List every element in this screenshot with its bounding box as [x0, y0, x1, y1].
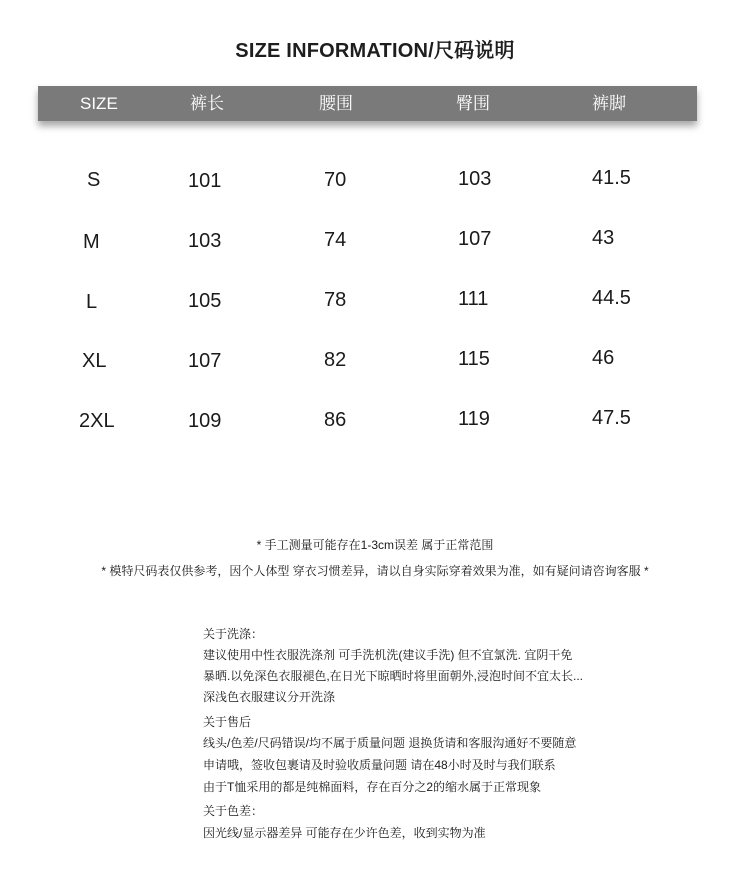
- cell-size: 2XL: [79, 410, 115, 432]
- cell-waist: 86: [324, 409, 347, 431]
- page-title: SIZE INFORMATION/尺码说明: [235, 40, 515, 62]
- cell-size: S: [87, 169, 101, 191]
- cell-leg-opening: 41.5: [592, 167, 631, 189]
- wash-line: 深浅色衣服建议分开洗涤: [203, 690, 336, 704]
- cell-hip: 119: [458, 408, 490, 430]
- cell-leg-opening: 46: [592, 347, 615, 369]
- aftersale-line: 由于T恤采用的都是纯棉面料，存在百分之2的缩水属于正常现象: [203, 780, 542, 794]
- aftersale-title: 关于售后: [203, 715, 252, 729]
- cell-pants-length: 105: [188, 290, 222, 312]
- cell-leg-opening: 44.5: [592, 287, 631, 309]
- wash-line: 暴晒.以免深色衣服褪色,在日光下晾晒时将里面朝外,浸泡时间不宜太长...: [203, 669, 584, 683]
- measurement-note: * 手工测量可能存在1-3cm误差 属于正常范围: [256, 538, 494, 552]
- cell-leg-opening: 47.5: [592, 407, 631, 429]
- cell-size: L: [86, 291, 98, 313]
- cell-hip: 103: [458, 168, 492, 190]
- cell-size: XL: [82, 350, 107, 372]
- cell-pants-length: 107: [188, 350, 222, 372]
- cell-waist: 82: [324, 349, 347, 371]
- header-size: SIZE: [80, 94, 118, 113]
- cell-leg-opening: 43: [592, 227, 615, 249]
- wash-title: 关于洗涤：: [203, 627, 264, 641]
- header-pants-length: 裤长: [190, 94, 224, 113]
- header-waist: 腰围: [319, 94, 353, 113]
- color-line: 因光线/显示器差异 可能存在少许色差，收到实物为准: [203, 826, 486, 840]
- cell-hip: 115: [458, 348, 490, 370]
- aftersale-line: 申请哦，签收包裹请及时验收质量问题 请在48小时及时与我们联系: [203, 758, 556, 772]
- aftersale-line: 线头/色差/尺码错误/均不属于质量问题 退换货请和客服沟通好不要随意: [203, 736, 577, 750]
- model-size-note: * 模特尺码表仅供参考，因个人体型 穿衣习惯差异，请以自身实际穿着效果为准，如有疑问请咨询客服 *: [101, 564, 649, 578]
- header-hip: 臀围: [456, 94, 490, 113]
- cell-waist: 74: [324, 229, 347, 251]
- cell-hip: 111: [458, 288, 489, 310]
- cell-size: M: [83, 231, 100, 253]
- cell-waist: 78: [324, 289, 347, 311]
- size-table-header: [38, 86, 697, 121]
- cell-pants-length: 103: [188, 230, 222, 252]
- color-title: 关于色差：: [203, 804, 264, 818]
- cell-pants-length: 101: [188, 170, 222, 192]
- header-leg-opening: 裤脚: [592, 94, 626, 113]
- cell-hip: 107: [458, 228, 492, 250]
- cell-waist: 70: [324, 169, 347, 191]
- wash-line: 建议使用中性衣服洗涤剂 可手洗机洗(建议手洗) 但不宜氯洗. 宜阴干免: [203, 648, 573, 662]
- cell-pants-length: 109: [188, 410, 222, 432]
